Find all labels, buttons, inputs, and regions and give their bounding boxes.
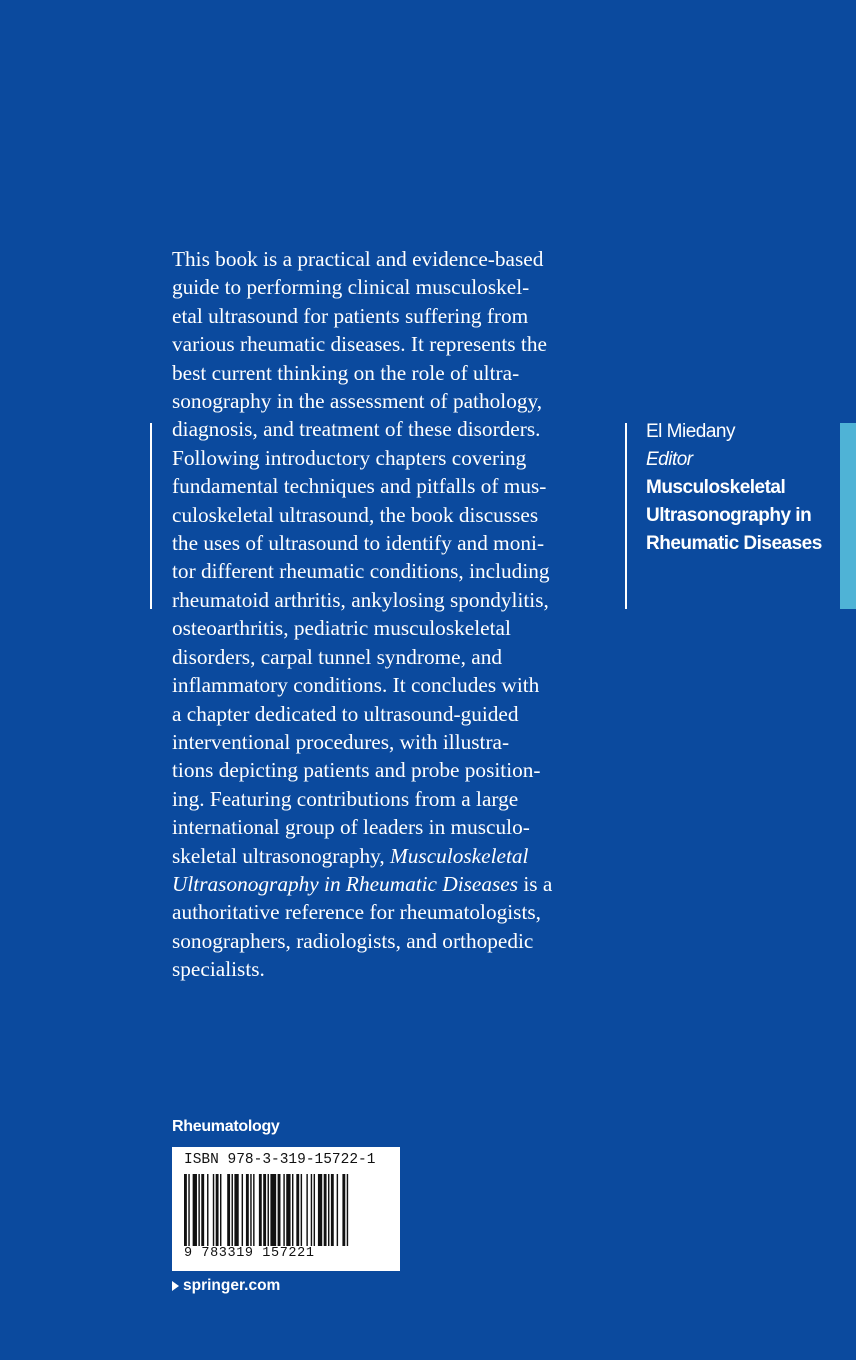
barcode-bar	[314, 1174, 315, 1246]
barcode-bar	[268, 1174, 269, 1246]
description-line: sonographers, radiologists, and orthopedic	[172, 928, 534, 953]
description-line: best current thinking on the role of ultra-	[172, 360, 520, 385]
right-divider-rule	[625, 423, 627, 609]
description-line: diagnosis, and treatment of these disorders.	[172, 417, 541, 442]
left-divider-rule	[150, 423, 152, 609]
editor-block	[646, 418, 846, 558]
barcode-bar	[253, 1174, 254, 1246]
description-line: culoskeletal ultrasound, the book discusses	[172, 502, 539, 527]
book-title-line: Musculoskeletal	[646, 477, 786, 498]
description-line: rheumatoid arthritis, ankylosing spondylitis,	[172, 587, 549, 612]
barcode-bar	[306, 1174, 307, 1246]
barcode-digits: 9 783319 157221	[184, 1246, 315, 1261]
barcode-bar	[227, 1174, 230, 1246]
barcode-bar	[263, 1174, 266, 1246]
barcode-bar	[242, 1174, 243, 1246]
barcode-bar	[331, 1174, 334, 1246]
barcode-bar	[328, 1174, 329, 1246]
barcode-bar	[216, 1174, 219, 1246]
barcode-bar	[278, 1174, 281, 1246]
barcode-bar	[311, 1174, 312, 1246]
description-text: skeletal ultrasonography,	[172, 843, 391, 868]
barcode-bar	[270, 1174, 276, 1246]
description-line: fundamental techniques and pitfalls of mus-	[172, 474, 547, 499]
book-title-italic: Ultrasonography in Rheumatic Diseases	[172, 871, 519, 896]
description-line: tor different rheumatic conditions, including	[172, 559, 550, 584]
barcode-bar	[232, 1174, 233, 1246]
description-text: is a	[518, 871, 553, 896]
back-cover-description	[172, 245, 612, 984]
barcode-bar	[318, 1174, 322, 1246]
description-line: osteoarthritis, pediatric musculoskeletal	[172, 616, 511, 641]
description-line: interventional procedures, with illustra-	[172, 729, 510, 754]
description-line: specialists.	[172, 957, 265, 982]
description-line: disorders, carpal tunnel syndrome, and	[172, 644, 503, 669]
description-line: various rheumatic diseases. It represents the	[172, 332, 547, 357]
barcode-bar	[213, 1174, 214, 1246]
barcode-bar	[207, 1174, 208, 1246]
barcode-bar	[286, 1174, 290, 1246]
barcode-box	[172, 1147, 400, 1271]
description-line	[172, 870, 612, 898]
barcode-bar	[337, 1174, 338, 1246]
barcode-bar	[342, 1174, 345, 1246]
description-line	[172, 842, 612, 870]
book-title-line: Rheumatic Diseases	[646, 533, 822, 554]
barcode-bar	[324, 1174, 327, 1246]
description-line: etal ultrasound for patients suffering from	[172, 303, 529, 328]
book-title-line: Ultrasonography in	[646, 505, 812, 526]
barcode-bar	[250, 1174, 251, 1246]
barcode-bar	[259, 1174, 262, 1246]
barcode-bar	[234, 1174, 238, 1246]
barcode-bar	[193, 1174, 197, 1246]
website-text: springer.com	[183, 1277, 281, 1294]
barcode-bar	[347, 1174, 348, 1246]
description-line: Following introductory chapters covering	[172, 445, 527, 470]
description-line: the uses of ultrasound to identify and moni-	[172, 531, 545, 556]
book-title-italic: Musculoskeletal	[390, 843, 529, 868]
description-line: international group of leaders in musculo-	[172, 815, 530, 840]
description-line: a chapter dedicated to ultrasound-guided	[172, 701, 519, 726]
description-line: inflammatory conditions. It concludes with	[172, 673, 540, 698]
barcode-bar	[201, 1174, 204, 1246]
description-line: authoritative reference for rheumatologists,	[172, 900, 541, 925]
description-line: sonography in the assessment of pathology,	[172, 389, 543, 414]
barcode-bar	[296, 1174, 299, 1246]
editor-role: Editor	[646, 449, 693, 470]
spine-color-tab	[840, 423, 856, 609]
description-line: ing. Featuring contributions from a large	[172, 786, 519, 811]
barcode-bar	[292, 1174, 293, 1246]
description-line: guide to performing clinical musculoskel-	[172, 275, 530, 300]
barcode-bar	[283, 1174, 284, 1246]
publisher-website[interactable]	[172, 1277, 280, 1295]
barcode-bar	[184, 1174, 187, 1246]
description-line: This book is a practical and evidence-based	[172, 247, 544, 271]
barcode-bar	[301, 1174, 302, 1246]
barcode-bars	[184, 1174, 388, 1246]
arrow-right-icon	[172, 1281, 179, 1291]
barcode-bar	[188, 1174, 189, 1246]
editor-name: El Miedany	[646, 421, 735, 442]
description-line: tions depicting patients and probe position-	[172, 758, 541, 783]
barcode-bar	[220, 1174, 221, 1246]
barcode-bar	[198, 1174, 199, 1246]
isbn-label: ISBN 978-3-319-15722-1	[184, 1152, 376, 1168]
subject-category: Rheumatology	[172, 1118, 280, 1135]
barcode-bar	[246, 1174, 249, 1246]
